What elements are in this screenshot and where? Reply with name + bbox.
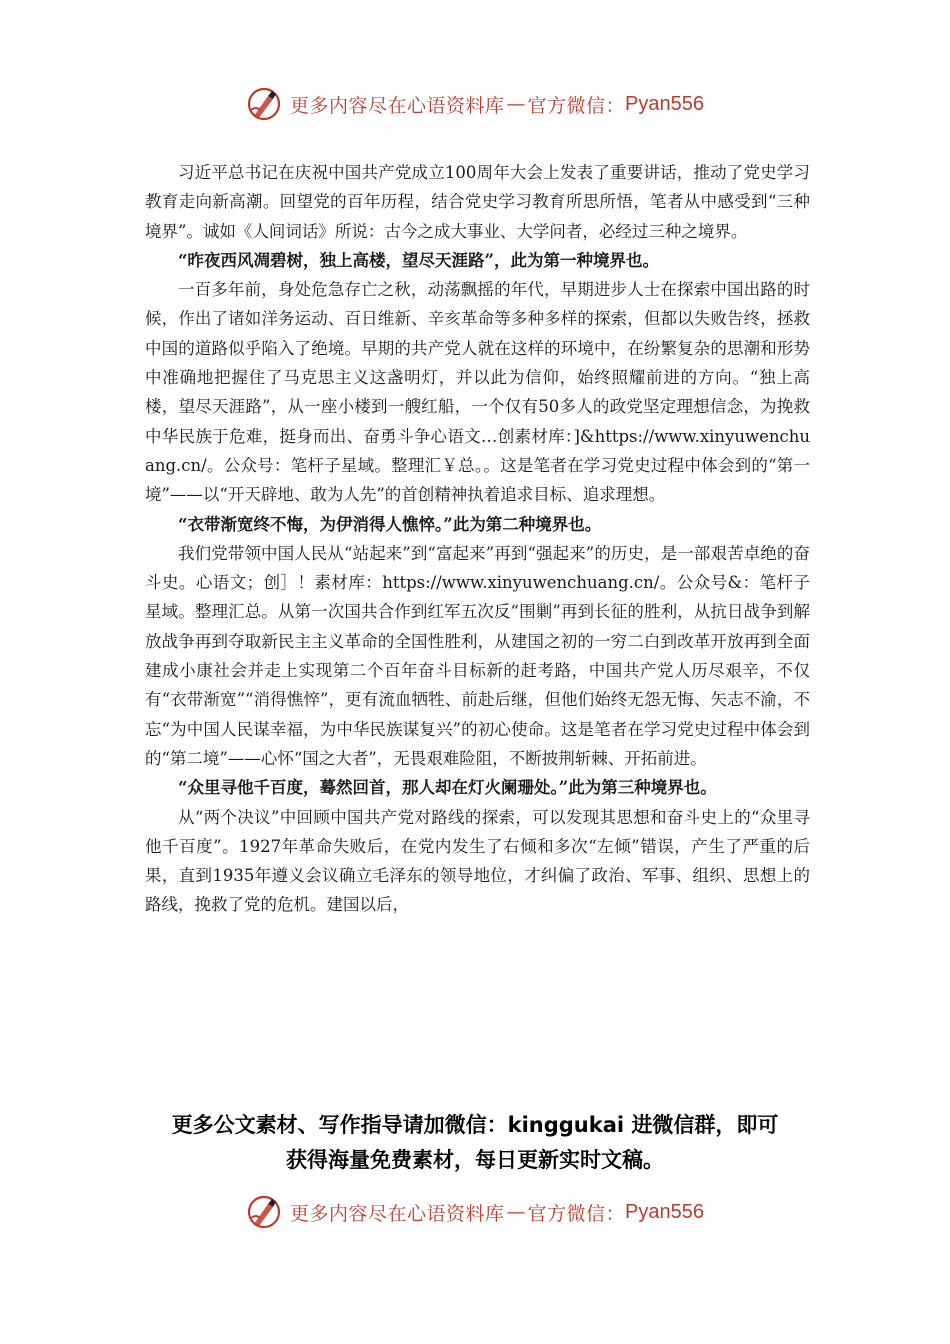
paragraph: 我们党带领中国人民从“站起来”到“富起来”再到“强起来”的历史，是一部艰苦卓绝的奋斗史。心语文；创］！素材库：https://www.xinyuwenchuang.cn/。公众号&：笔杆子星域。整理汇总。从第一次国共合作到红军五次反“围剿”再到长征的胜利，从抗日战争到解放战争再到夺取新民主主义革命的全国性胜利，从建国之初的一穷二白到改革开放再到全面建成小康社会并走上实现第二个百年奋斗目标新的赶考路，中国共产党人历尽艰辛，不仅有“衣带渐宽”“消得憔悴”，更有流血牺牲、前赴后继，但他们始终无怨无悔、矢志不渝，不忘“为中国人民谋幸福，为中华民族谋复兴”的初心使命。这是笔者在学习党史过程中体会到的“第二境”——心怀“国之大者”，无畏艰难险阻，不断披荆斩棘、开拓前进。 [145,543,810,768]
article-body [145,158,810,920]
section-heading: “衣带渐宽终不悔，为伊消得人憔悴。”此为第二种境界也。 [178,514,602,534]
section-heading: “众里寻他千百度，蓦然回首，那人却在灯火阑珊处。”此为第三种境界也。 [178,778,717,798]
banner-separator: — [506,1201,526,1223]
section-heading: “昨夜西风凋碧树，独上高楼，望尽天涯路”，此为第一种境界也。 [178,250,659,270]
banner-subtitle: 官方微信： [527,94,626,117]
banner-title: 更多内容尽在心语资料库 [290,1202,505,1225]
pen-nib-logo-icon [246,86,282,122]
banner-separator: — [506,93,526,115]
promo-notice [150,1108,800,1178]
banner-wechat-id: Pyan556 [625,92,704,115]
pen-nib-logo-icon [246,1194,282,1230]
paragraph: 从“两个决议”中回顾中国共产党对路线的探索，可以发现其思想和奋斗史上的“众里寻他千百度”。1927年革命失败后，在党内发生了右倾和多次“左倾”错误，产生了严重的后果，直到1935年遵义会议确立毛泽东的领导地位，才纠偏了政治、军事、组织、思想上的路线，挽救了党的危机。建国以后， [145,807,810,915]
footer-banner [0,1190,950,1234]
promo-line-2: 获得海量免费素材，每日更新实时文稿。 [286,1148,664,1172]
banner-title: 更多内容尽在心语资料库 [290,94,505,117]
banner-wechat-id: Pyan556 [625,1200,704,1223]
promo-line-1: 更多公文素材、写作指导请加微信：kinggukai 进微信群，即可 [171,1113,779,1137]
paragraph: 习近平总书记在庆祝中国共产党成立100周年大会上发表了重要讲话，推动了党史学习教育走向新高潮。回望党的百年历程，结合党史学习教育所思所悟，笔者从中感受到“三种境界”。诚如《人间词话》所说：古今之成大事业、大学问者，必经过三种之境界。 [145,163,810,241]
banner-subtitle: 官方微信： [527,1202,626,1225]
paragraph: 一百多年前，身处危急存亡之秋，动荡飘摇的年代，早期进步人士在探索中国出路的时候，作出了诸如洋务运动、百日维新、辛亥革命等多种多样的探索，但都以失败告终，拯救中国的道路似乎陷入了绝境。早期的共产党人就在这样的环境中，在纷繁复杂的思潮和形势中准确地把握住了马克思主义这盏明灯，并以此为信仰，始终照耀前进的方向。“独上高楼，望尽天涯路”，从一座小楼到一艘红船，一个仅有50多人的政党坚定理想信念，为挽救中华民族于危难，挺身而出、奋勇斗争心语文…创素材库：]&https://www.xinyuwenchuang.cn/。公众号：笔杆子星域。整理汇￥总。。这是笔者在学习党史过程中体会到的“第一境”——以“开天辟地、敢为人先”的首创精神执着追求目标、追求理想。 [145,280,810,505]
header-banner [0,82,950,126]
